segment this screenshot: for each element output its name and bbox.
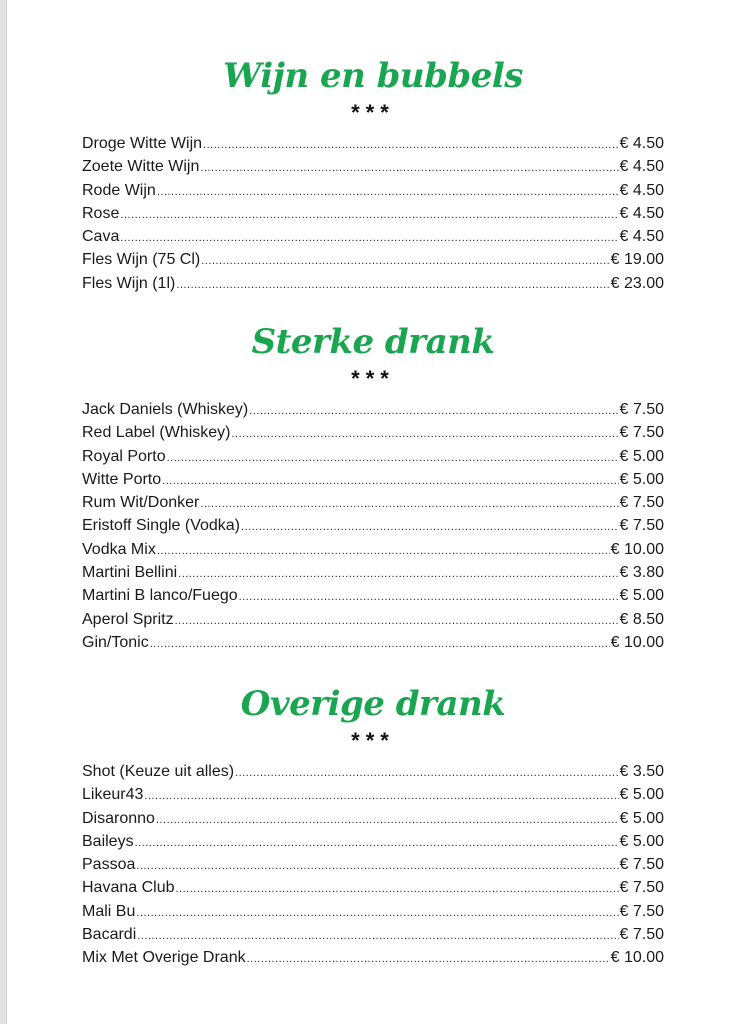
menu-item — [82, 272, 664, 295]
dot-leader — [249, 400, 618, 423]
item-name: Fles Wijn (1l) — [82, 274, 176, 292]
dot-leader — [136, 855, 618, 878]
section-wijn-en-bubbels — [82, 56, 664, 295]
item-price: € 5.00 — [619, 470, 664, 488]
menu-item — [82, 421, 664, 444]
menu-item — [82, 923, 664, 946]
menu-item — [82, 225, 664, 248]
menu-item — [82, 445, 664, 468]
menu-item — [82, 155, 664, 178]
item-name: Aperol Spritz — [82, 610, 174, 628]
menu-item — [82, 584, 664, 607]
menu-item — [82, 248, 664, 271]
dot-leader — [201, 250, 609, 273]
item-price: € 5.00 — [619, 587, 664, 605]
star-divider-icon: *** — [351, 100, 395, 125]
item-price: € 7.50 — [619, 902, 664, 920]
item-price: € 8.50 — [619, 610, 664, 628]
dot-leader — [162, 470, 618, 493]
section-sterke-drank — [82, 322, 664, 654]
menu-item — [82, 830, 664, 853]
item-price: € 7.50 — [619, 424, 664, 442]
dot-leader — [176, 274, 609, 297]
item-price: € 4.50 — [619, 181, 664, 199]
item-name: Havana Club — [82, 879, 175, 897]
menu-item — [82, 398, 664, 421]
dot-leader — [135, 832, 619, 855]
menu-list — [82, 760, 664, 970]
item-name: Jack Daniels (Whiskey) — [82, 401, 249, 418]
item-name: Royal Porto — [82, 447, 166, 465]
dot-leader — [156, 809, 619, 832]
item-price: € 4.50 — [619, 135, 664, 152]
dot-leader — [247, 948, 610, 971]
item-name: Red Label (Whiskey) — [82, 424, 231, 442]
item-price: € 7.50 — [619, 401, 664, 418]
item-name: Likeur43 — [82, 786, 144, 804]
item-price: € 23.00 — [610, 274, 664, 292]
item-name: Shot (Keuze uit alles) — [82, 763, 235, 780]
menu-item — [82, 179, 664, 202]
menu-list — [82, 398, 664, 654]
dot-leader — [157, 181, 619, 204]
item-name: Droge Witte Wijn — [82, 135, 203, 152]
item-name: Rode Wijn — [82, 181, 156, 199]
menu-item — [82, 132, 664, 155]
dot-leader — [200, 157, 618, 180]
item-price: € 3.50 — [619, 763, 664, 780]
item-name: Cava — [82, 228, 120, 246]
item-price: € 10.00 — [610, 949, 664, 967]
item-name: Bacardi — [82, 926, 137, 944]
item-price: € 3.80 — [619, 564, 664, 582]
dot-leader — [241, 516, 619, 539]
dot-leader — [120, 227, 618, 250]
item-name: Fles Wijn (75 Cl) — [82, 251, 201, 269]
menu-item — [82, 514, 664, 537]
item-name: Passoa — [82, 856, 136, 874]
menu-item — [82, 946, 664, 969]
menu-item — [82, 202, 664, 225]
dot-leader — [232, 423, 619, 446]
dot-leader — [203, 134, 618, 157]
menu-item — [82, 538, 664, 561]
item-name: Rose — [82, 204, 120, 222]
item-price: € 5.00 — [619, 809, 664, 827]
item-price: € 4.50 — [619, 158, 664, 176]
item-price: € 4.50 — [619, 204, 664, 222]
dot-leader — [120, 204, 618, 227]
item-price: € 4.50 — [619, 228, 664, 246]
item-price: € 7.50 — [619, 517, 664, 535]
item-price: € 7.50 — [619, 856, 664, 874]
item-name: Mix Met Overige Drank — [82, 949, 246, 967]
item-name: Mali Bu — [82, 902, 136, 920]
item-name: Zoete Witte Wijn — [82, 158, 200, 176]
item-name: Baileys — [82, 832, 134, 850]
page-edge — [0, 0, 7, 1024]
dot-leader — [178, 563, 618, 586]
menu-item — [82, 807, 664, 830]
dot-leader — [235, 762, 618, 785]
item-price: € 5.00 — [619, 447, 664, 465]
menu-item — [82, 608, 664, 631]
menu-item — [82, 853, 664, 876]
item-price: € 5.00 — [619, 832, 664, 850]
dot-leader — [176, 878, 619, 901]
item-price: € 5.00 — [619, 786, 664, 804]
item-price: € 19.00 — [610, 251, 664, 269]
section-overige-drank — [82, 684, 664, 970]
dot-leader — [157, 540, 610, 563]
menu-list — [82, 132, 664, 295]
dot-leader — [167, 447, 619, 470]
dot-leader — [136, 902, 618, 925]
menu-item — [82, 876, 664, 899]
menu-item — [82, 631, 664, 654]
item-name: Martini Bellini — [82, 564, 178, 582]
section-title: Sterke drank — [251, 322, 495, 362]
item-price: € 10.00 — [610, 633, 664, 651]
menu-item — [82, 900, 664, 923]
item-name: Rum Wit/Donker — [82, 494, 200, 512]
item-price: € 7.50 — [619, 494, 664, 512]
item-name: Vodka Mix — [82, 540, 156, 558]
item-name: Disaronno — [82, 809, 155, 827]
star-divider-icon: *** — [351, 728, 395, 753]
item-name: Gin/Tonic — [82, 633, 149, 651]
menu-item — [82, 561, 664, 584]
item-name: Martini B lanco/Fuego — [82, 587, 238, 605]
menu-item — [82, 760, 664, 783]
dot-leader — [200, 493, 618, 516]
item-price: € 7.50 — [619, 879, 664, 897]
section-title: Wijn en bubbels — [223, 56, 523, 96]
menu-item — [82, 783, 664, 806]
dot-leader — [144, 785, 618, 808]
menu-item — [82, 468, 664, 491]
star-divider-icon: *** — [351, 366, 395, 391]
item-price: € 10.00 — [610, 540, 664, 558]
menu-item — [82, 491, 664, 514]
dot-leader — [239, 586, 619, 609]
section-title: Overige drank — [240, 684, 506, 724]
dot-leader — [150, 633, 610, 656]
item-name: Eristoff Single (Vodka) — [82, 517, 241, 535]
item-price: € 7.50 — [619, 926, 664, 944]
item-name: Witte Porto — [82, 470, 162, 488]
dot-leader — [175, 610, 619, 633]
dot-leader — [137, 925, 618, 948]
